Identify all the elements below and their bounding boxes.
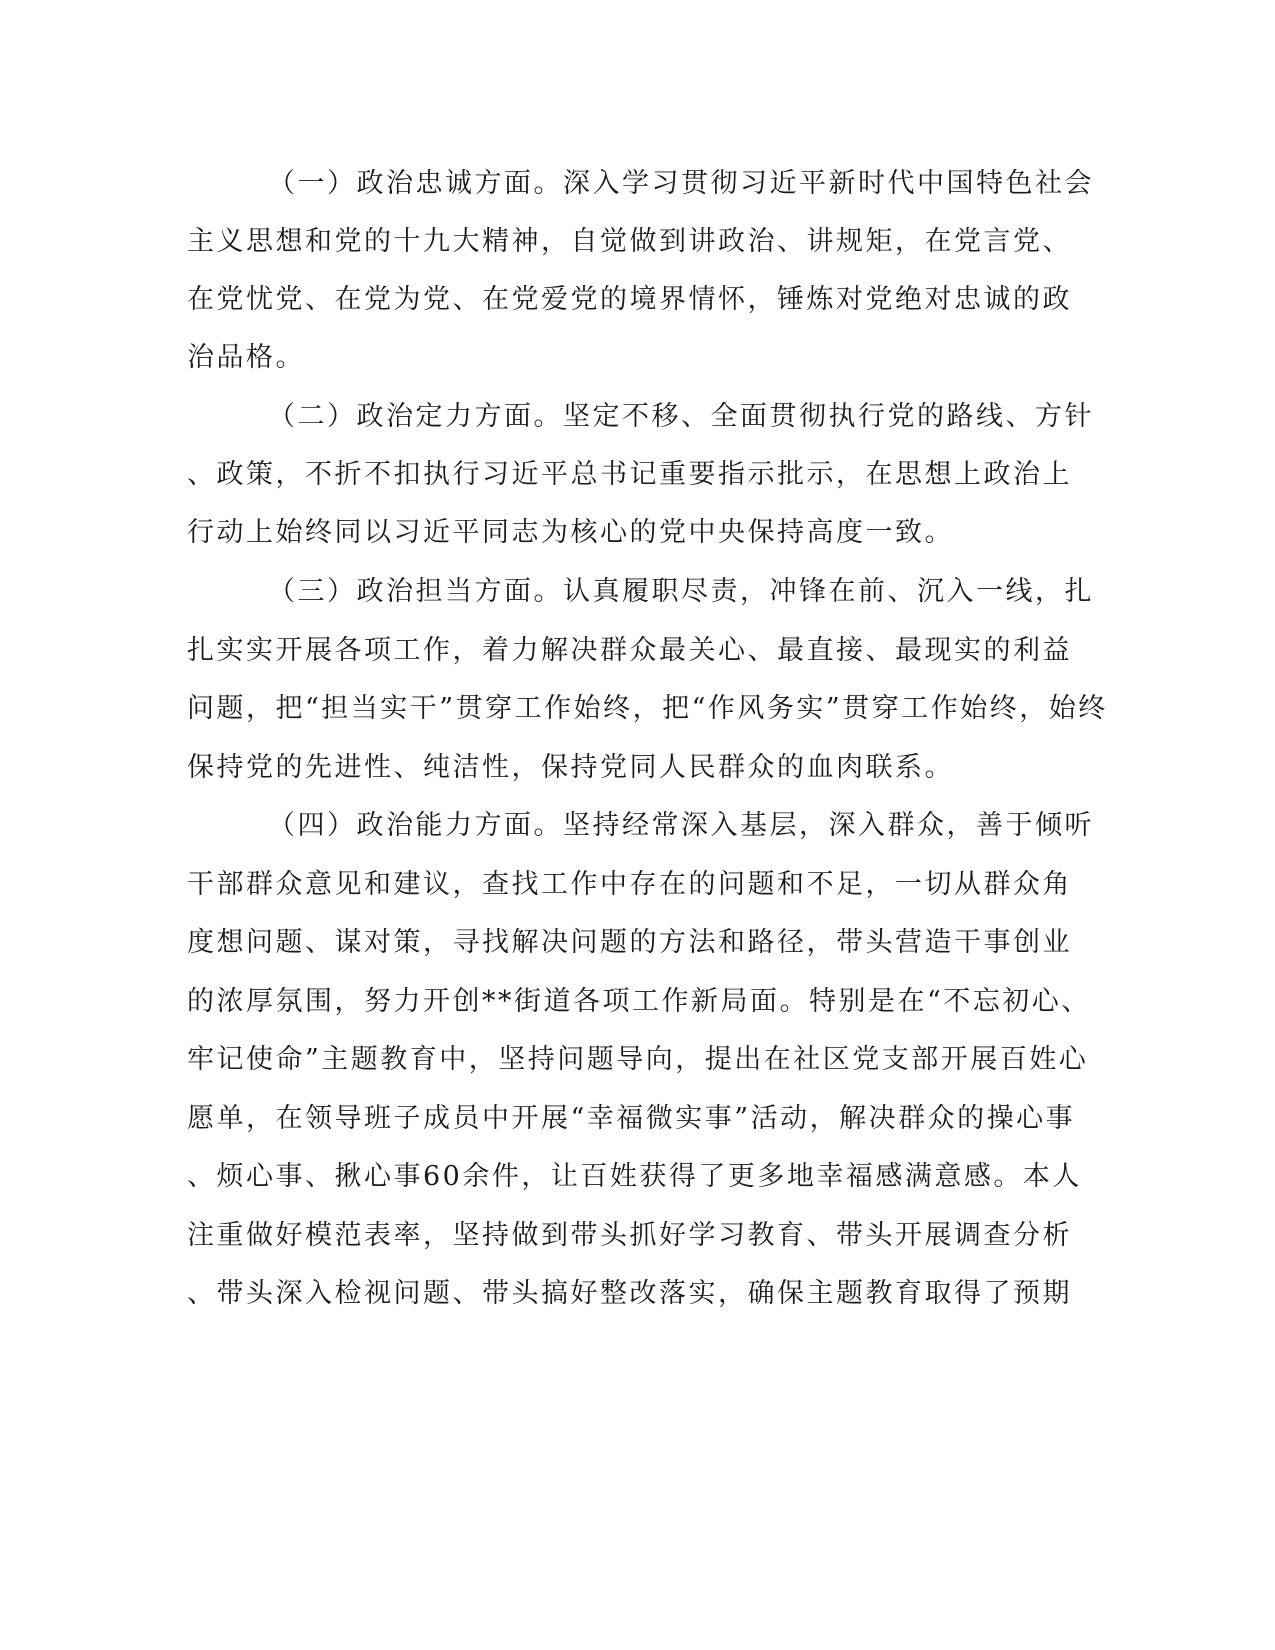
paragraph-line: 治品格。 (187, 342, 305, 373)
paragraph-line: 行动上始终同以习近平同志为核心的党中央保持高度一致。 (187, 517, 954, 548)
paragraph-line: （四）政治能力方面。坚持经常深入基层，深入群众，善于倾听 (268, 810, 1094, 841)
paragraph-line: 问题，把“担当实干”贯穿工作始终，把“作风务实”贯穿工作始终，始终 (187, 693, 1108, 724)
paragraph-line: 保持党的先进性、纯洁性，保持党同人民群众的血肉联系。 (187, 752, 954, 783)
paragraph-line: 牢记使命”主题教育中，坚持问题导向，提出在社区党支部开展百姓心 (187, 1044, 1089, 1075)
paragraph-line: （三）政治担当方面。认真履职尽责，冲锋在前、沉入一线，扎 (268, 576, 1094, 607)
paragraph-line: 愿单，在领导班子成员中开展“幸福微实事”活动，解决群众的操心事 (187, 1103, 1076, 1134)
paragraph-line: 度想问题、谋对策，寻找解决问题的方法和路径，带头营造干事创业 (187, 927, 1072, 958)
paragraph-line: （一）政治忠诚方面。深入学习贯彻习近平新时代中国特色社会 (268, 168, 1094, 199)
paragraph-line: （二）政治定力方面。坚定不移、全面贯彻执行党的路线、方针 (268, 401, 1094, 432)
paragraph-line: 注重做好模范表率，坚持做到带头抓好学习教育、带头开展调查分析 (187, 1220, 1072, 1251)
paragraph-line: 扎实实开展各项工作，着力解决群众最关心、最直接、最现实的利益 (187, 635, 1072, 666)
paragraph-line: 、政策，不折不扣执行习近平总书记重要指示批示，在思想上政治上 (187, 459, 1072, 490)
paragraph-line: 干部群众意见和建议，查找工作中存在的问题和不足，一切从群众角 (187, 869, 1072, 900)
paragraph-line: 主义思想和党的十九大精神，自觉做到讲政治、讲规矩，在党言党、 (187, 226, 1072, 257)
paragraph-line: 的浓厚氛围，努力开创**街道各项工作新局面。特别是在“不忘初心、 (187, 986, 1091, 1017)
paragraph-line: 、烦心事、揪心事60余件，让百姓获得了更多地幸福感满意感。本人 (187, 1161, 1082, 1192)
paragraph-line: 、带头深入检视问题、带头搞好整改落实，确保主题教育取得了预期 (187, 1278, 1072, 1309)
paragraph-line: 在党忧党、在党为党、在党爱党的境界情怀，锤炼对党绝对忠诚的政 (187, 284, 1072, 315)
